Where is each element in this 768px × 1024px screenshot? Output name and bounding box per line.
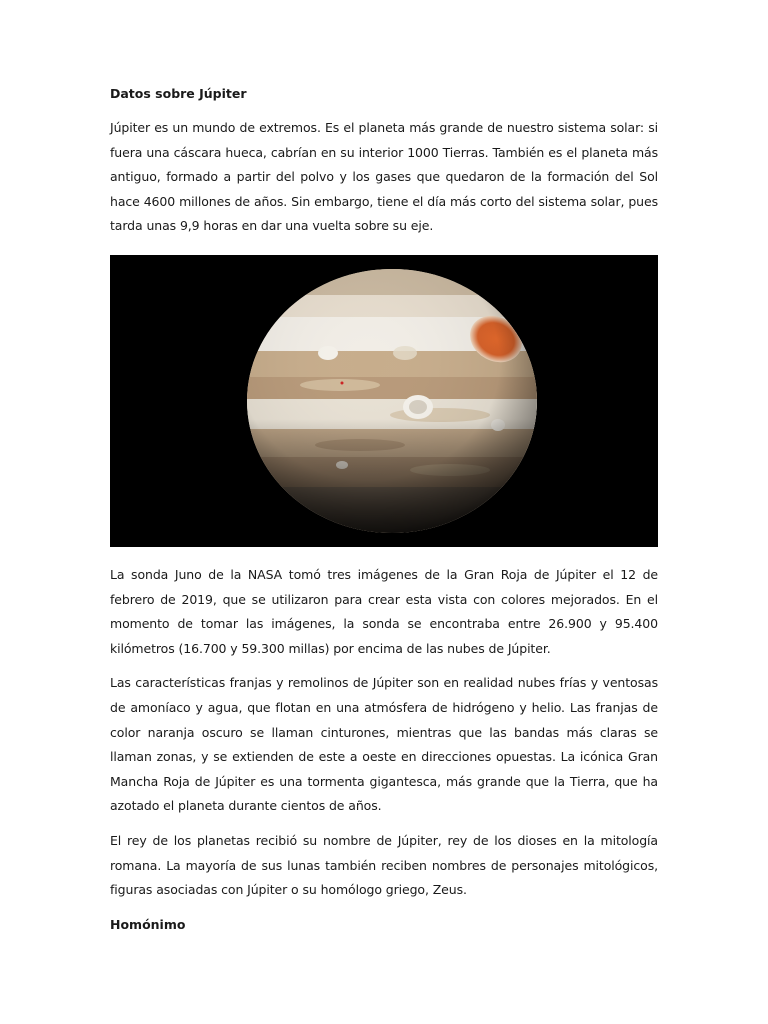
paragraph-bands: Las características franjas y remolinos de Júpiter son en realidad nubes frías y ventosas de amoníaco y agua, que flotan en una atmósfera de hidrógeno y helio. Las franjas de color naranja oscuro se llaman cinturones, mientras que las bandas más claras se llaman zonas, y se extienden de este a oeste en direcciones opuestas. La icónica Gran Mancha Roja de Júpiter es una tormenta gigantesca, más grande que la Tierra, que ha azotado el planeta durante cientos de años.	[110, 675, 658, 814]
paragraph-intro: Júpiter es un mundo de extremos. Es el planeta más grande de nuestro sistema solar: si fuera una cáscara hueca, cabrían en su interior 1000 Tierras. También es el planeta más antiguo, formado a partir del polvo y los gases que quedaron de la formación del Sol hace 4600 millones de años. Sin embargo, tiene el día más corto del sistema solar, pues tarda unas 9,9 horas en dar una vuelta sobre su eje.	[110, 120, 658, 234]
jupiter-image	[110, 255, 658, 547]
paragraph-juno: La sonda Juno de la NASA tomó tres imágenes de la Gran Roja de Júpiter el 12 de febrero de 2019, que se utilizaron para crear esta vista con colores mejorados. En el momento de tomar las imágenes, la sonda se encontraba entre 26.900 y 95.400 kilómetros (16.700 y 59.300 millas) por encima de las nubes de Júpiter.	[110, 566, 658, 656]
document-heading: Datos sobre Júpiter	[110, 86, 247, 101]
document-body	[110, 82, 658, 937]
section-heading-homonimo: Homónimo	[110, 916, 186, 932]
paragraph-mythology: El rey de los planetas recibió su nombre de Júpiter, rey de los dioses en la mitología romana. La mayoría de sus lunas también reciben nombres de personajes mitológicos, figuras asociadas con Júpiter o su homólogo griego, Zeus.	[110, 832, 658, 898]
